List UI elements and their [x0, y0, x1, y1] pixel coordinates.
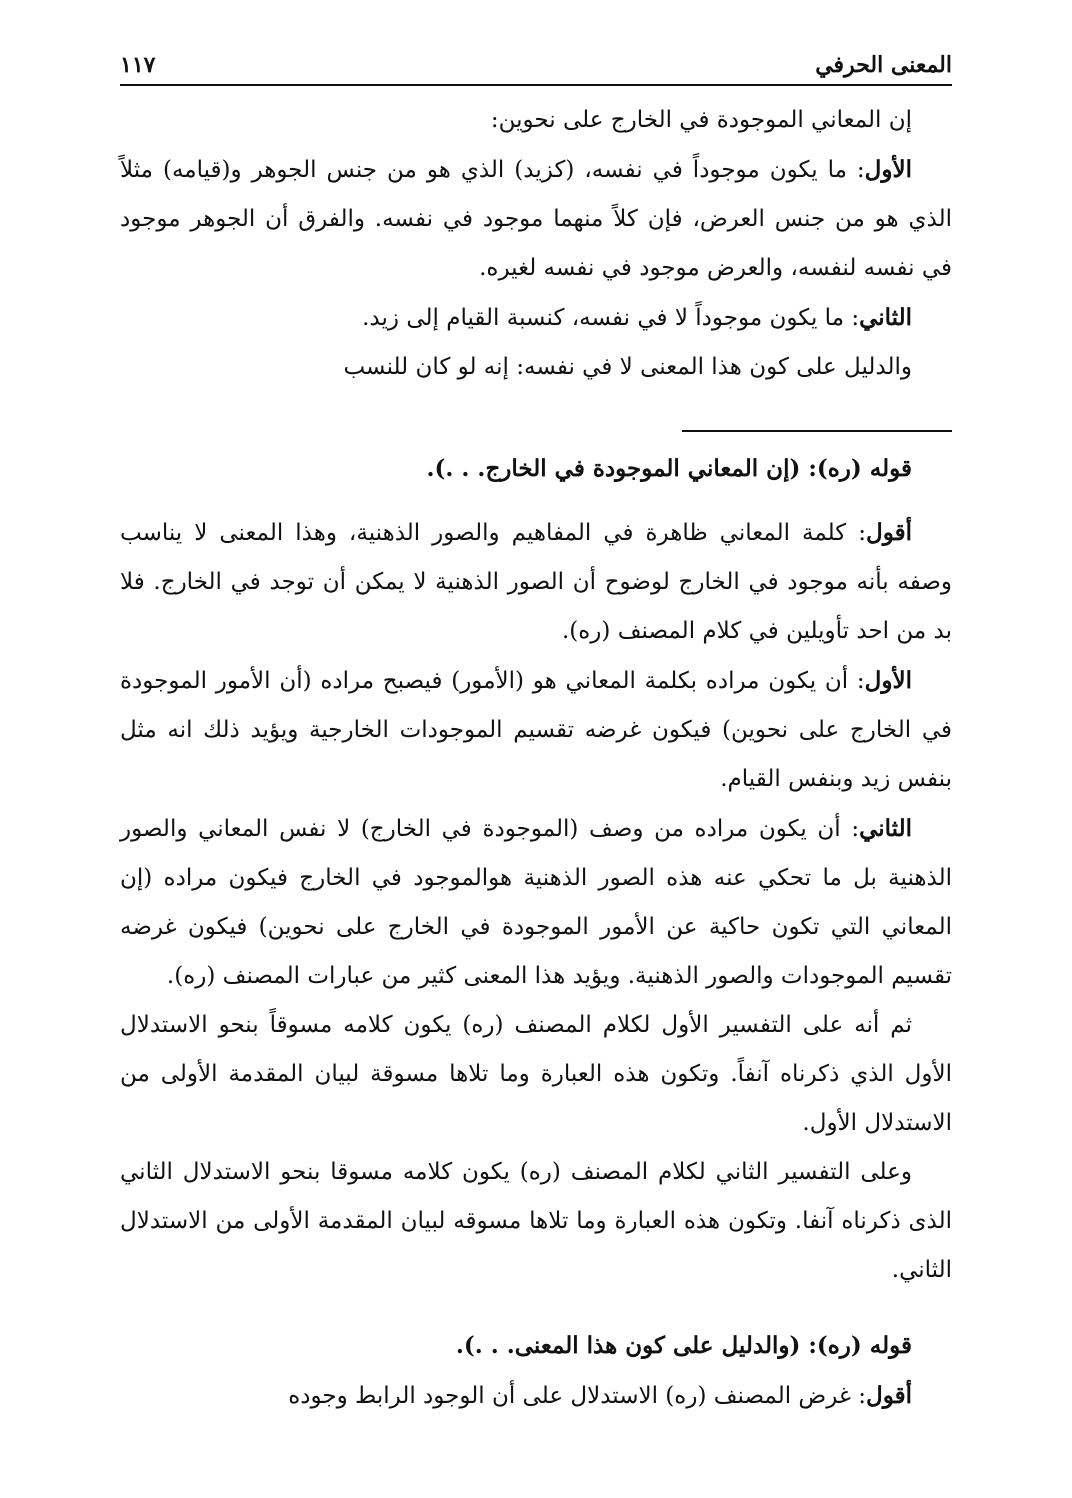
- interpretation-first: [120, 656, 952, 804]
- paragraph-then: [120, 1001, 952, 1148]
- spacer: [120, 1295, 952, 1321]
- main-paragraph-intro: [120, 96, 952, 145]
- footnote-divider: [682, 430, 952, 432]
- book-page: [120, 36, 952, 1466]
- interpretation-first-label: الأول: [864, 667, 912, 694]
- paragraph-second-interpretation: [120, 1148, 952, 1295]
- quote-label-1: قوله (ره): [816, 455, 912, 482]
- quote-text-2: : (والدليل على كون هذا المعنى. . .).: [455, 1332, 817, 1359]
- page-number: ١١٧: [120, 52, 156, 78]
- quote-heading-1: [120, 444, 952, 494]
- paragraph-then-text: ثم أنه على التفسير الأول لكلام المصنف (ره) يكون كلامه مسوقاً بنحو الاستدلال الأول الذي ذكرناه آنفاً. وتكون هذه العبارة وما تلاها مسوقة لبيان المقدمة الأولى من الاستدلال الأول.: [120, 1012, 952, 1136]
- quote-text-1: : (إن المعاني الموجودة في الخارج. . .).: [426, 455, 817, 482]
- quote-label-2: قوله (ره): [816, 1332, 912, 1359]
- answer-label-2: أقول: [866, 1382, 912, 1409]
- answer-text-1: : كلمة المعاني ظاهرة في المفاهيم والصور الذهنية، وهذا المعنى لا يناسب وصفه بأنه موجود في الخارج لوضوح أن الصور الذهنية لا يمكن أن توجد في الخارج. فلا بد من احد تأويلين في كلام المصنف (ره).: [120, 520, 952, 644]
- main-intro-text: إن المعاني الموجودة في الخارج على نحوين:: [490, 107, 912, 133]
- first-label: الأول: [864, 156, 912, 183]
- paragraph-second-interpretation-text: وعلى التفسير الثاني لكلام المصنف (ره) يكون كلامه مسوقا بنحو الاستدلال الثاني الذى ذكرناه آنفا. وتكون هذه العبارة وما تلاها مسوقه لبيان المقدمة الأولى من الاستدلال الثاني.: [120, 1159, 952, 1283]
- chapter-title: المعنى الحرفي: [815, 52, 952, 78]
- interpretation-first-text: : أن يكون مراده بكلمة المعاني هو (الأمور) فيصبح مراده (أن الأمور الموجودة في الخارج على نحوين) فيكون غرضه تقسيم الموجودات الخارجية ويؤيد ذلك انه مثل بنفس زيد وبنفس القيام.: [120, 668, 952, 792]
- commentary-section: [120, 444, 952, 1421]
- second-label: الثاني: [859, 304, 912, 331]
- interpretation-second-text: : أن يكون مراده من وصف (الموجودة في الخارج) لا نفس المعاني والصور الذهنية بل ما تحكي عنه هذه الصور الذهنية هوالموجود في الخارج فيكون مراده (إن المعاني التي تكون حاكية عن الأمور الموجودة في الخارج على نحوين) فيكون غرضه تقسيم الموجودات والصور الذهنية. ويؤيد هذا المعنى كثير من عبارات المصنف (ره).: [120, 816, 952, 989]
- quote-heading-2: [120, 1321, 952, 1371]
- second-text: : ما يكون موجوداً لا في نفسه، كنسبة القيام إلى زيد.: [362, 305, 860, 331]
- main-paragraph-second: [120, 293, 952, 343]
- interpretation-second: [120, 804, 952, 1001]
- answer-label-1: أقول: [866, 519, 912, 546]
- main-paragraph-first: [120, 145, 952, 293]
- main-paragraph-evidence: [120, 343, 952, 392]
- first-text: : ما يكون موجوداً في نفسه، (كزيد) الذي هو من جنس الجوهر و(قيامه) مثلاً الذي هو من جنس العرض، فإن كلاً منهما موجود في نفسه. والفرق أن الجوهر موجود في نفسه لنفسه، والعرض موجود في نفسه لغيره.: [120, 157, 952, 281]
- answer-text-2: : غرض المصنف (ره) الاستدلال على أن الوجود الرابط وجوده: [288, 1383, 867, 1409]
- spacer: [120, 494, 952, 508]
- answer-paragraph-1: [120, 508, 952, 656]
- interpretation-second-label: الثاني: [859, 815, 912, 842]
- main-text: [120, 96, 952, 392]
- running-header: [120, 36, 952, 86]
- answer-paragraph-2: [120, 1371, 952, 1421]
- evidence-text: والدليل على كون هذا المعنى لا في نفسه: إنه لو كان للنسب: [343, 354, 912, 380]
